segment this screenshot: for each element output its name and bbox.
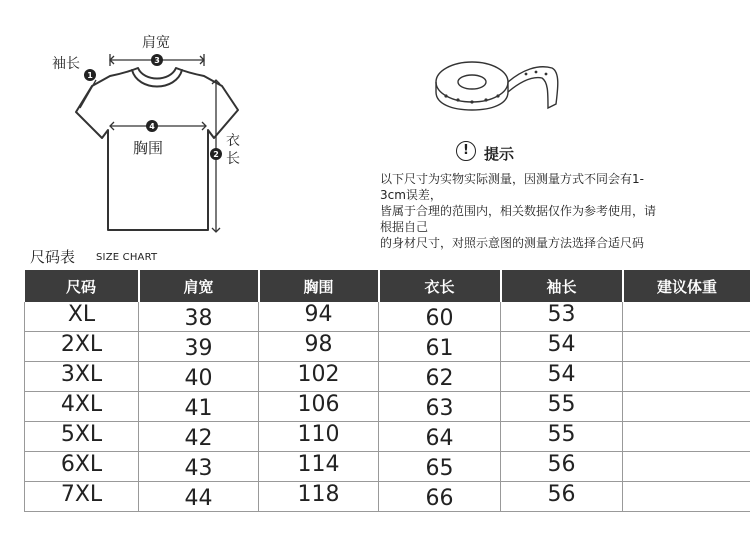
table-row <box>25 362 750 392</box>
cell-sleeve: 56 <box>501 452 623 482</box>
cell-chest: 98 <box>259 332 379 362</box>
cell-length: 62 <box>379 362 501 392</box>
cell-sleeve: 54 <box>501 332 623 362</box>
marker-label: 4 <box>149 122 155 131</box>
cell-chest: 106 <box>259 392 379 422</box>
cell-weight <box>623 452 750 482</box>
cell-length: 64 <box>379 422 501 452</box>
tip-line: 3cm误差， <box>380 188 442 202</box>
cell-shoulder: 39 <box>139 332 259 362</box>
cell-sleeve: 54 <box>501 362 623 392</box>
header-shoulder: 肩宽 <box>139 270 259 302</box>
cell-weight <box>623 332 750 362</box>
cell-length: 65 <box>379 452 501 482</box>
length-label: 衣长 <box>226 133 240 167</box>
cell-weight <box>623 422 750 452</box>
marker-label: 3 <box>154 56 160 65</box>
cell-size: 7XL <box>25 482 139 512</box>
marker-label: 1 <box>87 71 93 80</box>
cell-size: 4XL <box>25 392 139 422</box>
cell-chest: 94 <box>259 302 379 332</box>
table-row <box>25 302 750 332</box>
shoulder-label: 肩宽 <box>142 35 170 51</box>
cell-size: 6XL <box>25 452 139 482</box>
tip-line: 以下尺寸为实物实际测量，因测量方式不同会有1- <box>380 172 644 186</box>
header-size: 尺码 <box>25 270 139 302</box>
cell-sleeve: 55 <box>501 422 623 452</box>
cell-length: 61 <box>379 332 501 362</box>
tip-line: 的身材尺寸，对照示意图的测量方法选择合适尺码 <box>380 236 645 250</box>
tip-text <box>380 171 686 251</box>
header-weight: 建议体重 <box>623 270 750 302</box>
table-header-row <box>25 270 750 302</box>
cell-shoulder: 43 <box>139 452 259 482</box>
cell-size: 3XL <box>25 362 139 392</box>
cell-length: 60 <box>379 302 501 332</box>
cell-weight <box>623 302 750 332</box>
cell-weight <box>623 362 750 392</box>
cell-length: 63 <box>379 392 501 422</box>
cell-size: 2XL <box>25 332 139 362</box>
measuring-tape-icon <box>430 52 565 117</box>
tip-line: 皆属于合理的范围内，相关数据仅作为参考使用，请 <box>380 204 657 218</box>
cell-chest: 114 <box>259 452 379 482</box>
table-row <box>25 482 750 512</box>
cell-shoulder: 42 <box>139 422 259 452</box>
size-chart-subtitle: SIZE CHART <box>96 252 158 263</box>
cell-shoulder: 40 <box>139 362 259 392</box>
cell-sleeve: 56 <box>501 482 623 512</box>
cell-sleeve: 53 <box>501 302 623 332</box>
cell-weight <box>623 392 750 422</box>
cell-size: 5XL <box>25 422 139 452</box>
header-chest: 胸围 <box>259 270 379 302</box>
cell-length: 66 <box>379 482 501 512</box>
cell-chest: 102 <box>259 362 379 392</box>
header-sleeve: 袖长 <box>501 270 623 302</box>
table-row <box>25 422 750 452</box>
header-length: 衣长 <box>379 270 501 302</box>
table-row <box>25 332 750 362</box>
cell-chest: 110 <box>259 422 379 452</box>
cell-chest: 118 <box>259 482 379 512</box>
cell-shoulder: 41 <box>139 392 259 422</box>
cell-shoulder: 44 <box>139 482 259 512</box>
cell-weight <box>623 482 750 512</box>
cell-sleeve: 55 <box>501 392 623 422</box>
warning-icon: ! <box>456 141 476 161</box>
sleeve-label: 袖长 <box>52 56 80 72</box>
table-row <box>25 452 750 482</box>
chest-label: 胸围 <box>133 139 164 157</box>
cell-shoulder: 38 <box>139 302 259 332</box>
tip-line: 根据自己 <box>380 220 429 234</box>
size-chart-title: 尺码表 <box>30 248 76 266</box>
cell-size: XL <box>25 302 139 332</box>
marker-label: 2 <box>213 150 219 159</box>
table-row <box>25 392 750 422</box>
size-chart-table <box>24 270 750 512</box>
tip-title: 提示 <box>484 145 515 163</box>
